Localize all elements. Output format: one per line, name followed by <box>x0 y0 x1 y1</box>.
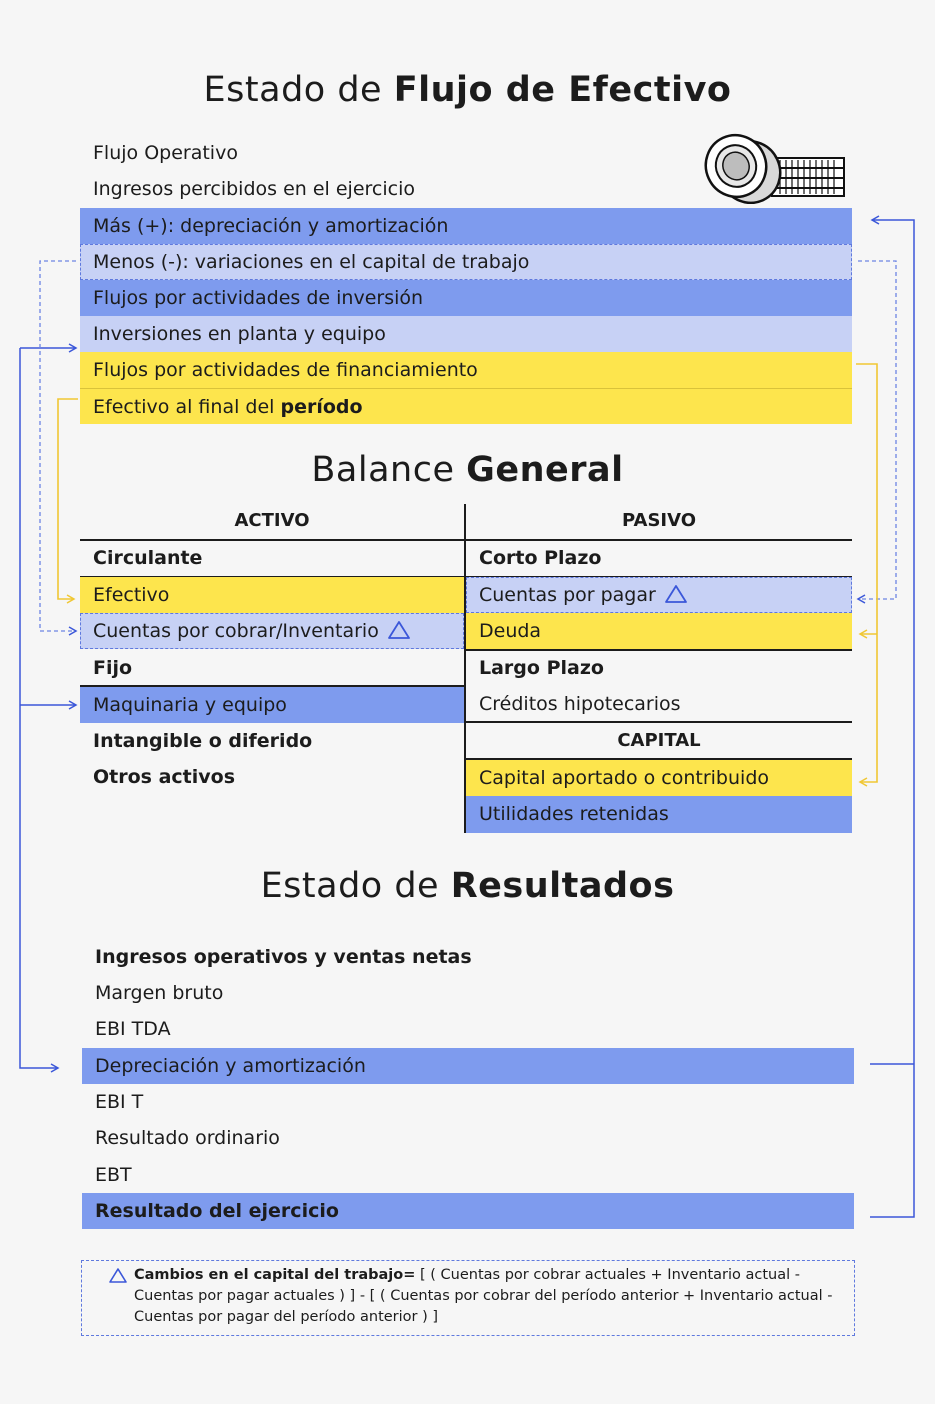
pasivo-capital-aportado: Capital aportado o contribuido <box>466 760 852 796</box>
activo-maquinaria: Maquinaria y equipo <box>80 687 464 723</box>
activo-otros: Otros activos <box>93 766 236 788</box>
footnote: Cambios en el capital del trabajo= [ ( Cuentas por cobrar actuales + Inventario actual - Cuentas por pagar actuales ) ] - [ ( Cuentas por cobrar del período anterior + Inventario actual - Cuentas por pagar del período anterior ) ] <box>81 1260 855 1336</box>
activo-fijo: Fijo <box>93 657 133 679</box>
connector-wc-right <box>858 261 896 599</box>
cf-row-financiamiento: Flujos por actividades de financiamiento <box>80 352 852 388</box>
pasivo-utilidades: Utilidades retenidas <box>466 796 852 833</box>
er-row-depreciacion: Depreciación y amortización <box>82 1048 854 1084</box>
triangle-icon <box>108 1267 128 1284</box>
er-row-margen: Margen bruto <box>95 982 224 1004</box>
connector-results-to-depreciation <box>870 220 914 1217</box>
triangle-icon <box>664 584 688 604</box>
er-row-resultado-ordinario: Resultado ordinario <box>95 1127 280 1149</box>
cash-flow-title: Estado de Flujo de Efectivo <box>203 70 732 110</box>
cf-row-flujo-operativo: Flujo Operativo <box>93 142 238 164</box>
er-row-ingresos: Ingresos operativos y ventas netas <box>95 946 472 968</box>
triangle-icon <box>387 620 411 640</box>
cf-row-depreciacion: Más (+): depreciación y amortización <box>80 208 852 244</box>
pasivo-corto-plazo: Corto Plazo <box>479 547 602 569</box>
er-row-ebitda: EBI TDA <box>95 1018 171 1040</box>
cf-row-ingresos: Ingresos percibidos en el ejercicio <box>93 178 415 200</box>
connector-wc-left <box>40 261 76 631</box>
activo-cuentas-cobrar: Cuentas por cobrar/Inventario <box>80 613 464 649</box>
activo-circulante: Circulante <box>93 547 203 569</box>
activo-intangible: Intangible o diferido <box>93 730 313 752</box>
cf-row-inversion: Flujos por actividades de inversión <box>80 280 852 316</box>
pasivo-header: PASIVO <box>621 510 697 531</box>
activo-efectivo: Efectivo <box>80 577 464 613</box>
pasivo-cuentas-pagar: Cuentas por pagar <box>466 577 852 613</box>
er-row-resultado-ejercicio: Resultado del ejercicio <box>82 1193 854 1229</box>
cf-row-capital-trabajo: Menos (-): variaciones en el capital de trabajo <box>80 244 852 280</box>
connector-cash <box>58 399 78 599</box>
cf-row-planta-equipo: Inversiones en planta y equipo <box>80 316 852 352</box>
pasivo-largo-plazo: Largo Plazo <box>479 657 604 679</box>
cf-row-efectivo-final: Efectivo al final del período <box>80 388 852 424</box>
er-row-ebit: EBI T <box>95 1091 144 1113</box>
er-row-ebt: EBT <box>95 1164 132 1186</box>
balance-title: Balance General <box>311 450 624 490</box>
capital-header: CAPITAL <box>617 730 701 751</box>
connector-financing <box>856 364 877 782</box>
pasivo-deuda: Deuda <box>466 613 852 649</box>
pasivo-creditos: Créditos hipotecarios <box>479 693 681 715</box>
results-title: Estado de Resultados <box>260 866 675 906</box>
activo-header: ACTIVO <box>234 510 310 531</box>
